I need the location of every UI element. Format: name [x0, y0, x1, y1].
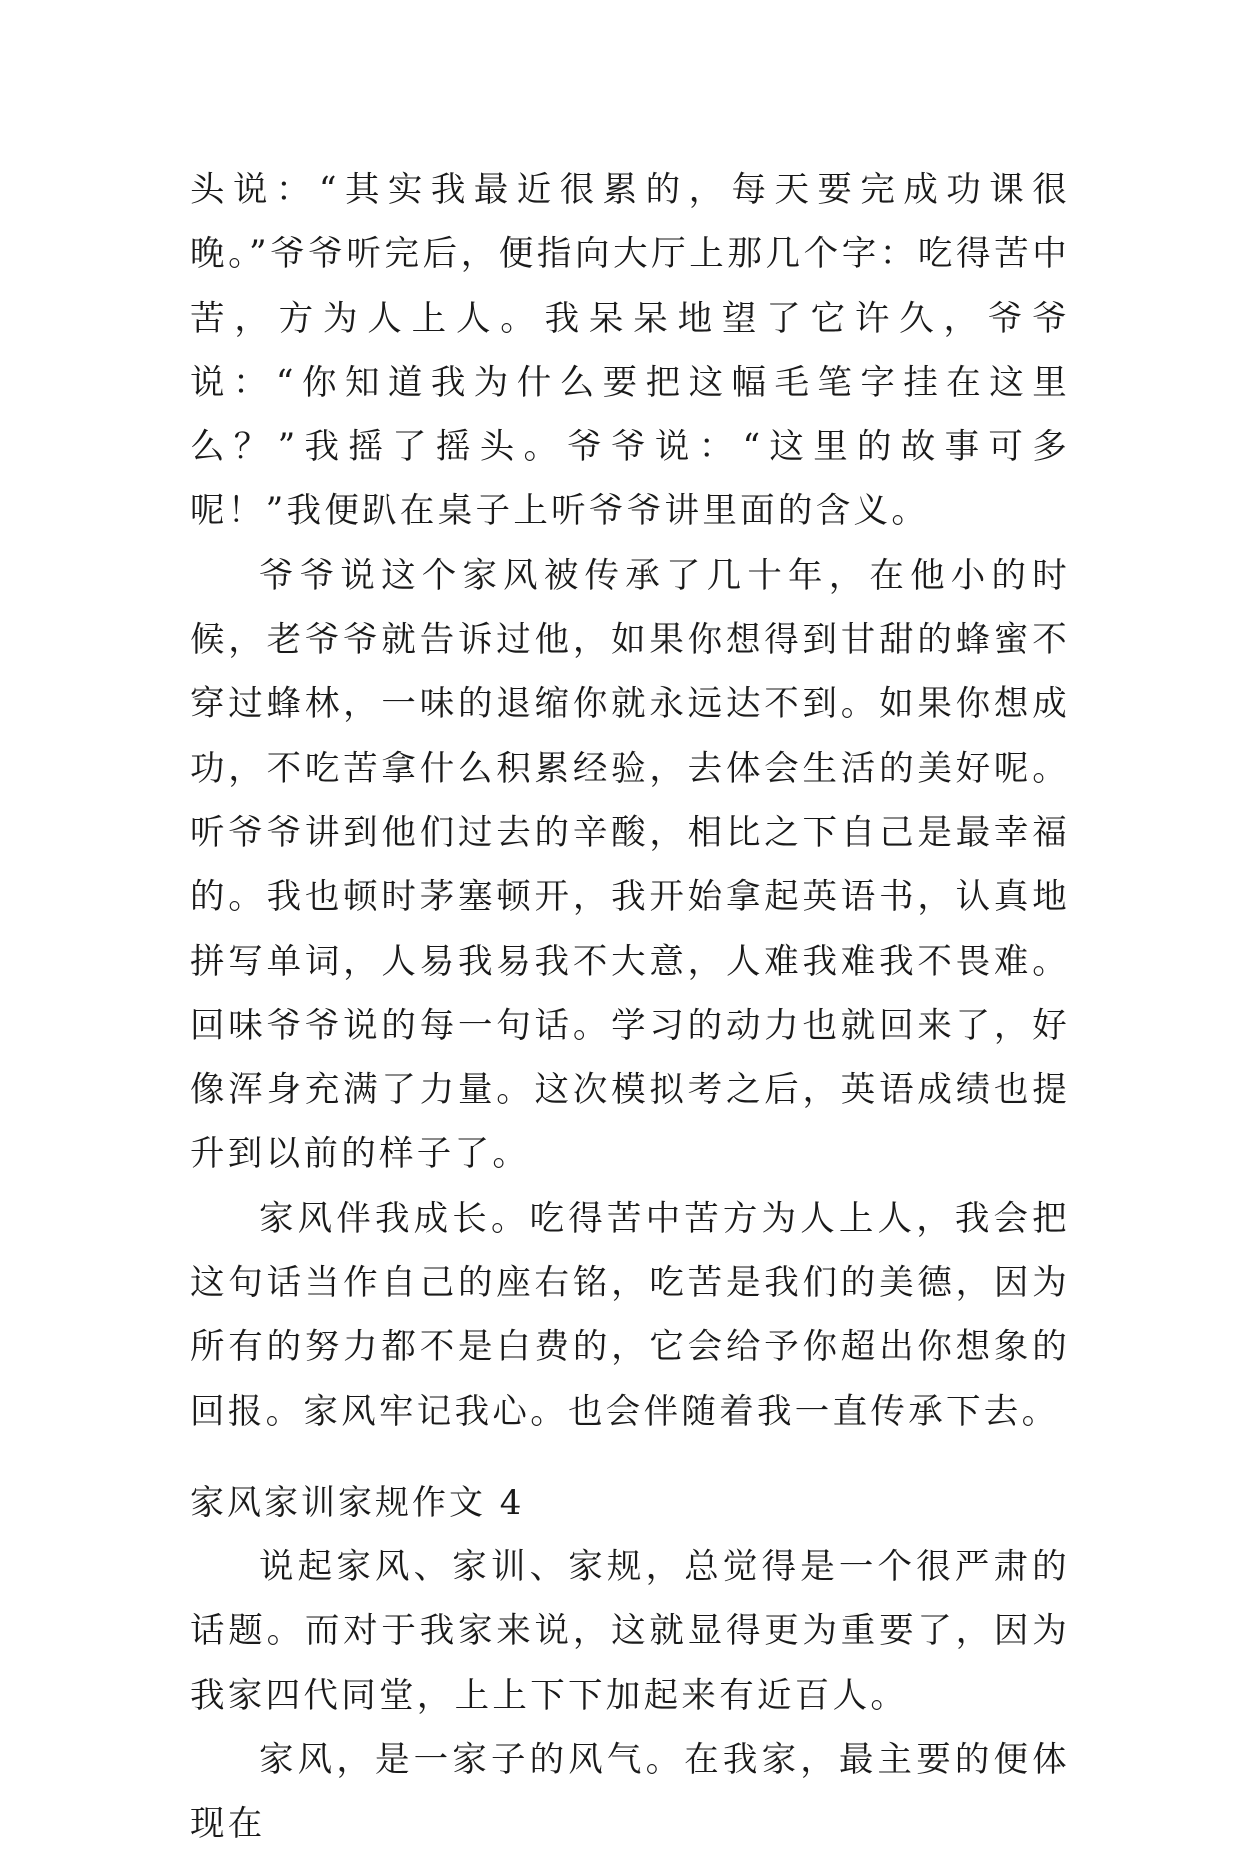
paragraph-continued: 头说：“其实我最近很累的，每天要完成功课很晚。”爷爷听完后，便指向大厅上那几个字：吃得苦中苦，方为人上人。我呆呆地望了它许久，爷爷说：“你知道我为什么要把这幅毛笔字挂在这里么？”我摇了摇头。爷爷说：“这里的故事可多呢！”我便趴在桌子上听爷爷讲里面的含义。: [190, 170, 1070, 532]
paragraph-family-style: 家风，是一家子的风气。在我家，最主要的便体现在: [190, 1739, 1070, 1845]
document-body: [190, 158, 1070, 1856]
section-heading: 家风家训家规作文 4: [190, 1482, 525, 1523]
paragraph-grandfather-story: 爷爷说这个家风被传承了几十年，在他小的时候，老爷爷就告诉过他，如果你想得到甘甜的蜂蜜不穿过蜂林，一味的退缩你就永远达不到。如果你想成功，不吃苦拿什么积累经验，去体会生活的美好呢。听爷爷讲到他们过去的辛酸，相比之下自己是最幸福的。我也顿时茅塞顿开，我开始拿起英语书，认真地拼写单词，人易我易我不大意，人难我难我不畏难。回味爷爷说的每一句话。学习的动力也就回来了，好像浑身充满了力量。这次模拟考之后，英语成绩也提升到以前的样子了。: [190, 555, 1070, 1175]
paragraph-conclusion: 家风伴我成长。吃得苦中苦方为人上人，我会把这句话当作自己的座右铭，吃苦是我们的美德，因为所有的努力都不是白费的，它会给予你超出你想象的回报。家风牢记我心。也会伴随着我一直传承下去。: [190, 1198, 1070, 1432]
paragraph-intro: 说起家风、家训、家规，总觉得是一个很严肃的话题。而对于我家来说，这就显得更为重要了，因为我家四代同堂，上上下下加起来有近百人。: [190, 1546, 1070, 1716]
